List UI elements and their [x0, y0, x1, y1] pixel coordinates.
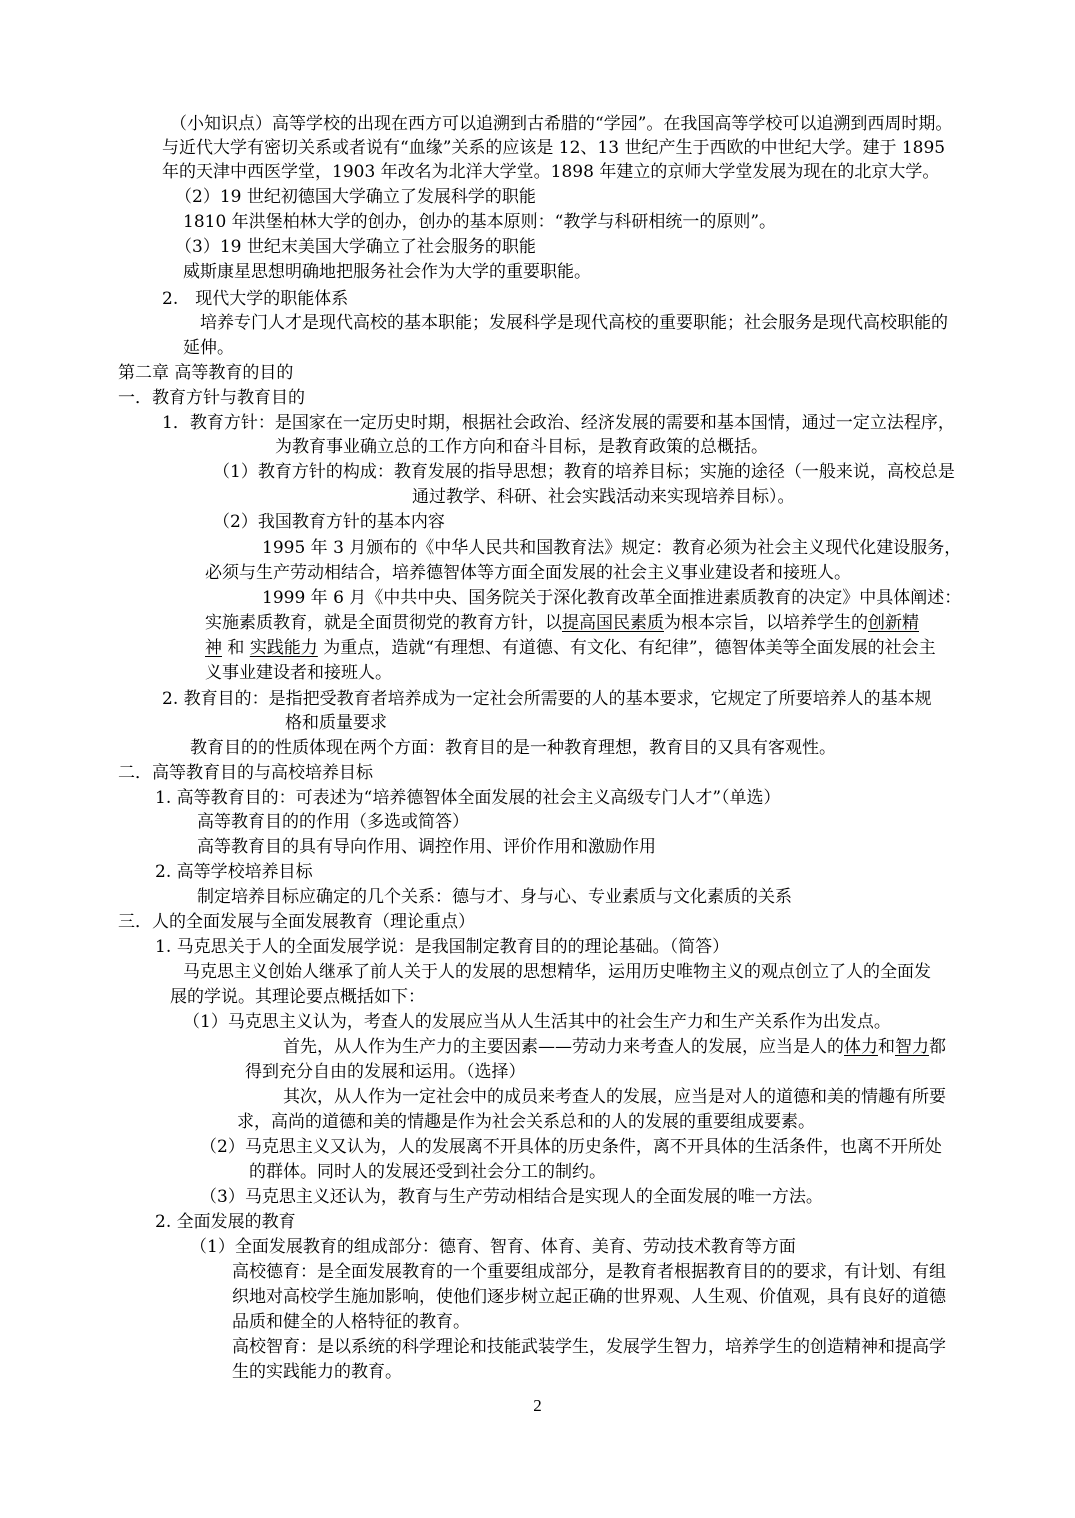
text-line: 品质和健全的人格特征的教育。 [232, 1312, 470, 1332]
text-line: （2）我国教育方针的基本内容 [213, 512, 445, 532]
text-line: 2. 全面发展的教育 [155, 1212, 296, 1232]
text-line: 高等教育目的具有导向作用、调控作用、评价作用和激励作用 [197, 837, 656, 857]
text-line: 其次，从人作为一定社会中的成员来考查人的发展，应当是对人的道德和美的情趣有所要 [283, 1087, 946, 1107]
text-line: 1. 马克思关于人的全面发展学说：是我国制定教育目的的理论基础。（简答） [155, 937, 730, 957]
text-line: 实施素质教育，就是全面贯彻党的教育方针，以提高国民素质为根本宗旨，以培养学生的创新精 [205, 613, 919, 633]
text-line: 年的天津中西医学堂，1903 年改名为北洋大学堂。1898 年建立的京师大学堂发展为现在的北京大学。 [162, 162, 940, 182]
underlined-term: 创新精 [868, 613, 919, 633]
text-line: 与近代大学有密切关系或者说有“血缘”关系的应该是 12、13 世纪产生于西欧的中世纪大学。建于 1895 [162, 138, 946, 158]
text-line: 1810 年洪堡柏林大学的创办，创办的基本原则：“教学与科研相统一的原则”。 [183, 212, 777, 232]
text-line: （1）全面发展教育的组成部分：德育、智育、体育、美育、劳动技术教育等方面 [190, 1237, 796, 1257]
text-line: 高等教育目的的作用（多选或简答） [197, 812, 469, 832]
text-line: 义事业建设者和接班人。 [205, 663, 392, 683]
text-line: 教育目的的性质体现在两个方面：教育目的是一种教育理想，教育目的又具有客观性。 [190, 738, 836, 758]
section-heading: 2. 现代大学的职能体系 [162, 289, 349, 309]
text-line: 1．教育方针：是国家在一定历史时期，根据社会政治、经济发展的需要和基本国情，通过一定立法程序， [162, 413, 955, 433]
text-line: 织地对高校学生施加影响，使他们逐步树立起正确的世界观、人生观、价值观，具有良好的道德 [232, 1287, 946, 1307]
text-line: 必须与生产劳动相结合，培养德智体等方面全面发展的社会主义事业建设者和接班人。 [205, 563, 851, 583]
text-line: 得到充分自由的发展和运用。（选择） [245, 1062, 526, 1082]
text-line: 通过教学、科研、社会实践活动来实现培养目标）。 [412, 487, 795, 507]
chapter-title: 第二章 高等教育的目的 [118, 363, 294, 383]
underlined-term: 提高国民素质 [562, 613, 664, 633]
text-line: 延伸。 [183, 338, 234, 358]
text-line: （1）马克思主义认为，考查人的发展应当从人生活其中的社会生产力和生产关系作为出发点。 [183, 1012, 891, 1032]
text-line: 马克思主义创始人继承了前人关于人的发展的思想精华，运用历史唯物主义的观点创立了人的全面发 [183, 962, 931, 982]
text-line: （1）教育方针的构成：教育发展的指导思想；教育的培养目标；实施的途径（一般来说，高校总是 [213, 462, 955, 482]
section-heading: 一．教育方针与教育目的 [118, 388, 305, 408]
text-line: 求，高尚的道德和美的情趣是作为社会关系总和的人的发展的重要组成要素。 [237, 1112, 815, 1132]
text-line: 生的实践能力的教育。 [232, 1362, 402, 1382]
text-line: 2. 高等学校培养目标 [155, 862, 313, 882]
underlined-term: 体力 [844, 1037, 878, 1057]
text-line: 威斯康星思想明确地把服务社会作为大学的重要职能。 [183, 262, 591, 282]
text-line: 高校智育：是以系统的科学理论和技能武装学生，发展学生智力，培养学生的创造精神和提高学 [232, 1337, 946, 1357]
text-line: 格和质量要求 [285, 713, 387, 733]
text-line: （3）马克思主义还认为，教育与生产劳动相结合是实现人的全面发展的唯一方法。 [200, 1187, 823, 1207]
underlined-term: 智力 [895, 1037, 929, 1057]
section-heading: 三．人的全面发展与全面发展教育（理论重点） [118, 912, 475, 932]
text-line: （2）19 世纪初德国大学确立了发展科学的职能 [175, 187, 536, 207]
section-heading: 二．高等教育目的与高校培养目标 [118, 763, 373, 783]
text-line: 为教育事业确立总的工作方向和奋斗目标，是教育政策的总概括。 [275, 437, 768, 457]
text-line: 1. 高等教育目的：可表述为“培养德智体全面发展的社会主义高级专门人才”（单选） [155, 788, 781, 808]
text-line: 神 和 实践能力 为重点，造就“有理想、有道德、有文化、有纪律”，德智体美等全面发展的社会主 [205, 638, 936, 658]
text-line: 培养专门人才是现代高校的基本职能；发展科学是现代高校的重要职能；社会服务是现代高校职能的 [200, 313, 948, 333]
text-line: （3）19 世纪末美国大学确立了社会服务的职能 [175, 237, 536, 257]
text-line: 制定培养目标应确定的几个关系：德与才、身与心、专业素质与文化素质的关系 [197, 887, 792, 907]
page-number: 2 [533, 1396, 542, 1415]
text-line: （2）马克思主义又认为，人的发展离不开具体的历史条件，离不开具体的生活条件，也离不开所处 [200, 1137, 942, 1157]
underlined-term: 实践能力 [249, 638, 318, 658]
text-line: 高校德育：是全面发展教育的一个重要组成部分，是教育者根据教育目的的要求，有计划、有组 [232, 1262, 946, 1282]
text-line: 2. 教育目的：是指把受教育者培养成为一定社会所需要的人的基本要求，它规定了所要培养人的基本规 [162, 689, 932, 709]
text-line: 首先，从人作为生产力的主要因素——劳动力来考查人的发展，应当是人的体力和智力都 [283, 1037, 946, 1057]
text-line: （小知识点）高等学校的出现在西方可以追溯到古希腊的“学园”。在我国高等学校可以追溯到西周时期。 [170, 114, 953, 134]
underlined-term: 神 [205, 638, 222, 658]
text-line: 的群体。同时人的发展还受到社会分工的制约。 [249, 1162, 606, 1182]
text-line: 展的学说。其理论要点概括如下： [170, 987, 425, 1007]
text-line: 1995 年 3 月颁布的《中华人民共和国教育法》规定：教育必须为社会主义现代化建设服务， [262, 538, 962, 558]
text-line: 1999 年 6 月《中共中央、国务院关于深化教育改革全面推进素质教育的决定》中具体阐述： [262, 588, 962, 608]
